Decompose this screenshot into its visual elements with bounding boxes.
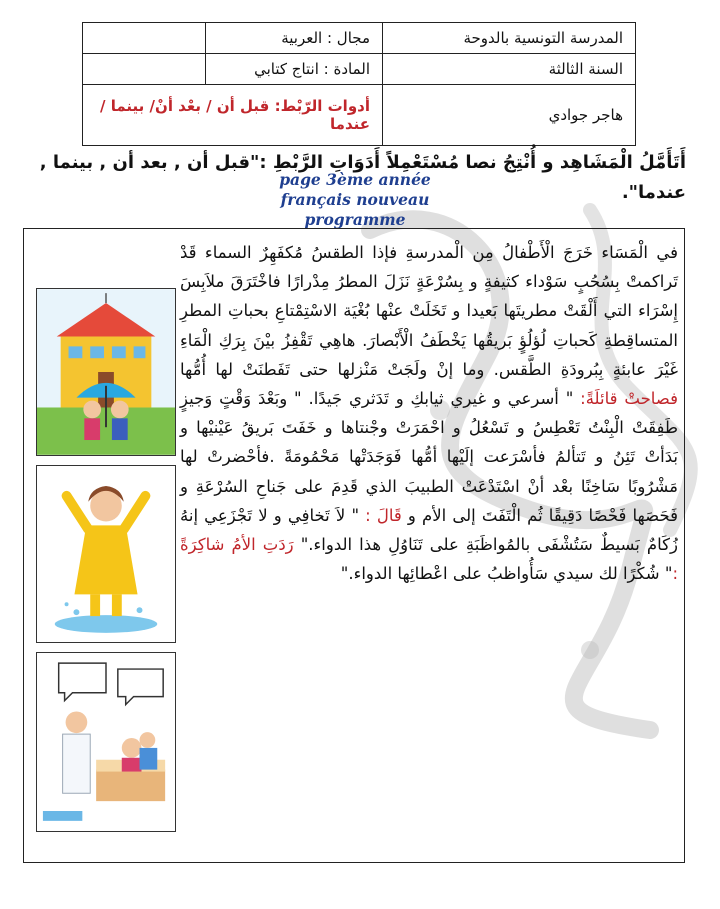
- blue-watermark: [255, 170, 455, 232]
- story-quote-intro-1: فصاحتْ قائلَةً:: [580, 389, 678, 409]
- story-part-2: " أسرعي و غيري ثيابكِ و تَدَثري جَيدًا. " وبَعْدَ وَقْتٍ وَجيزٍ طَفِقَتْ الْبِنْتُ تَعْطِسُ و تَسْعُلُ و احْمَرَتْ وجْنتاها و خَفَتَ بَريقُ عَيْنيْها و بَدَأتْ تَئِنُ و تَتألمُ فأسْرَعت إلَيْها أمُّها فَوَجَدَتْها مَحْمُومَةً .فأحْضرتْ لها مَشْرُوبًا سَاخِنًا بعْد أنْ اسْتَدْعَتْ الطبيبَ الذي قَدِمَ على جَناحِ السُرْعَةِ و فَحَصَها فَحْصًا دَقِيقًا ثُم الْتَفَتَ إلى الأم و: [180, 389, 678, 525]
- doctor-visit-illustration: [37, 653, 175, 831]
- scene-doctor-visit-image: [36, 652, 176, 832]
- watermark-line-2: français nouveau: [280, 190, 430, 209]
- school-children-illustration: [37, 289, 175, 455]
- empty-cell: [83, 54, 206, 85]
- teacher-name: هاجر جوادي: [383, 85, 636, 146]
- story-quote-intro-3: رَدَتِ الأمُ شاكِرَةً :: [180, 535, 678, 584]
- header-table: [82, 22, 636, 146]
- girl-raincoat-illustration: [37, 466, 175, 642]
- story-part-3: " لاَ تَخافِي و لا تَجْزَعِي إنهُ زُكَامٌ بَسيطٌ سَتُشْفَى بالمُواظَبَةِ على تَنَاوُلِ هذا الدواء.": [180, 505, 678, 555]
- linking-tools-note: أدوات الرّبْط: قبل أن / بعْد أنْ/ بينما / عندما: [83, 85, 383, 146]
- scene-girl-puddle-image: [36, 465, 176, 643]
- watermark-line-1: page 3ème année: [279, 170, 431, 189]
- subject-label: المادة : انتاج كتابي: [206, 54, 383, 85]
- year-label: السنة الثالثة: [383, 54, 636, 85]
- instruction-text: أَتَأَمَّلُ الْمَشَاهِد و أُنْتِجُ نصا مُسْتَعْمِلاً أَدَوَاتِ الرَّبْطِ :"قبل أن , بعد أن , بينما , عندما".: [39, 152, 686, 203]
- story-text: [180, 238, 678, 588]
- empty-cell: [83, 23, 206, 54]
- story-quote-intro-2: قَالَ :: [365, 505, 402, 525]
- story-part-4: " شُكْرًا لك سيدي سَأُواظبُ على اعْطائِها الدواء.": [340, 564, 673, 584]
- field-label: مجال : العربية: [206, 23, 383, 54]
- scene-school-rain-image: [36, 288, 176, 456]
- story-part-1: في الْمَسَاء خَرَجَ الْأَطْفالُ مِن الْمدرسةِ فإذا الطقسُ مُكفَهِرٌ السماء قَدْ تَراكمتْ بِسُحُبٍ سَوْداء كثيفةٍ و بِسُرْعَةٍ نَزَلَ المطرُ مِدْرارًا فاخْتَرَقَ ملاَبِسَ إِسْرَاء التي أَلْقَتْ مطريتَها بَعيدا و تَخَلَتْ عنْها بُغْيَة الاسْتِمْتاعِ بحباتِ المطرِ المتساقِطةِ كَحباتِ لُؤلُؤٍ بَريقُها يَخْطَفُ الْأَبْصارَ. هاهِي تَقْفِزُ بيْنَ بِرَكِ الْمَاءِ غَيْرَ عابئةٍ بِبُرودَةِ الطَّقس. وما إنْ ولَجَتْ مَنْزلها حتى تَفَطنَتْ لها أُمُّها: [180, 243, 678, 379]
- watermark-line-3: programme: [304, 210, 406, 229]
- school-name: المدرسة التونسية بالدوحة: [383, 23, 636, 54]
